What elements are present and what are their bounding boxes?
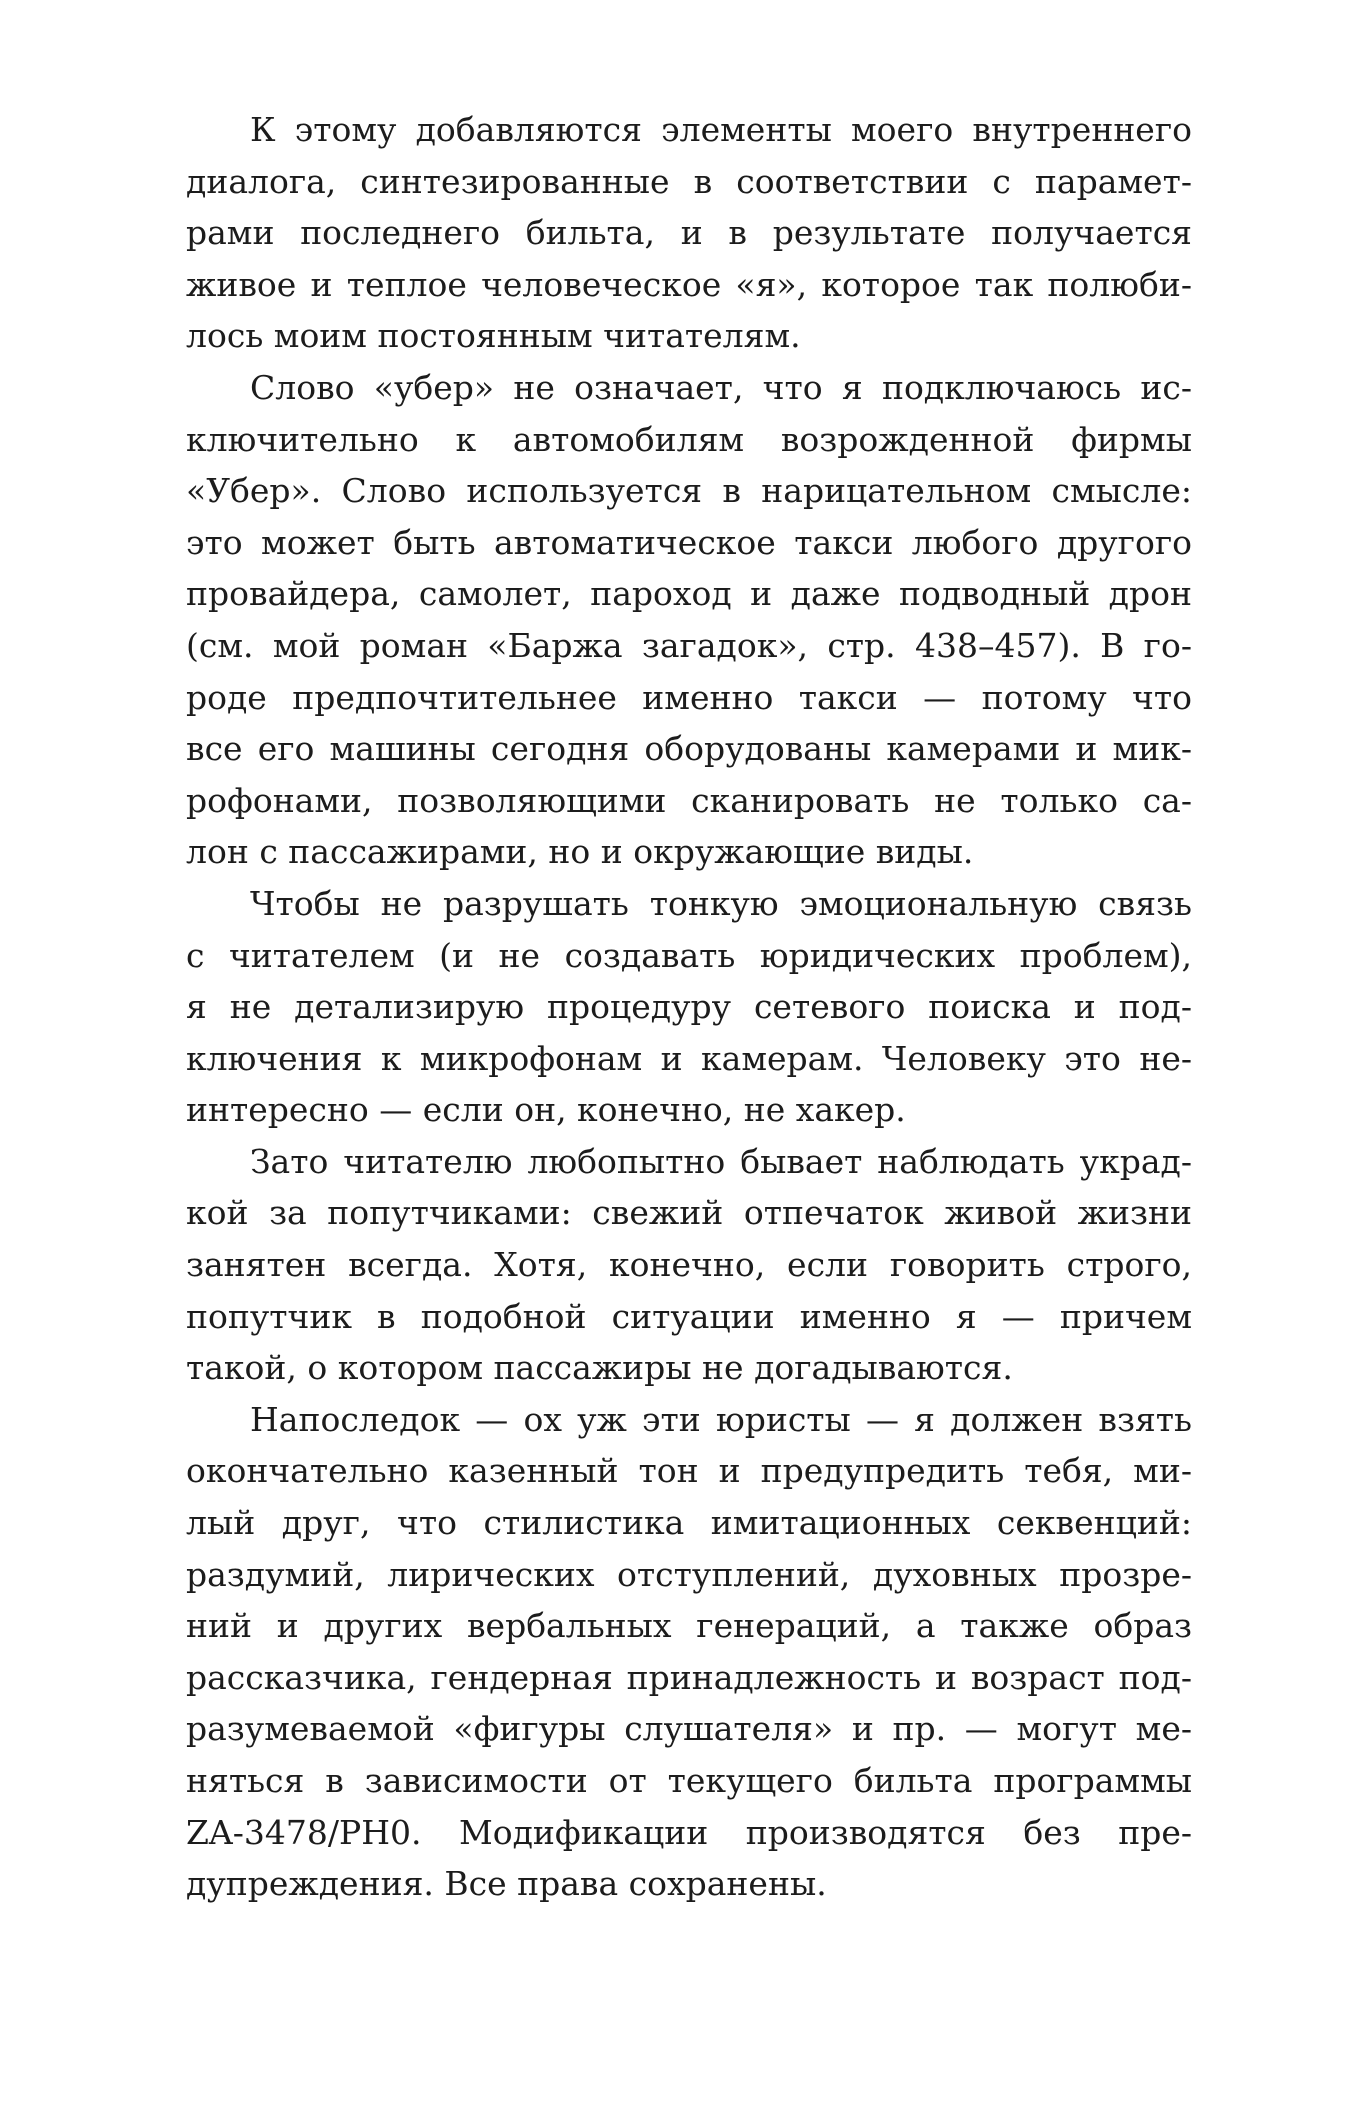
text-line: «Убер». Слово используется в нарицательном смысле: <box>186 471 1192 511</box>
text-line: Чтобы не разрушать тонкую эмоциональную связь <box>250 883 1192 923</box>
paragraph-2 <box>186 362 1192 878</box>
text-line: няться в зависимости от текущего бильта программы <box>186 1761 1192 1800</box>
text-line: все его машины сегодня оборудованы камерами и мик- <box>186 729 1192 769</box>
text-line: окончательно казенный тон и предупредить тебя, ми- <box>186 1451 1192 1491</box>
text-line: роде предпочтительнее именно такси — потому что <box>186 677 1192 717</box>
paragraph-1 <box>186 104 1192 362</box>
text-line: Слово «убер» не означает, что я подключаюсь ис- <box>250 367 1192 407</box>
text-line: кой за попутчиками: свежий отпечаток живой жизни <box>186 1193 1192 1233</box>
book-page <box>186 104 1192 1910</box>
text-line: рофонами, позволяющими сканировать не только са- <box>186 780 1192 820</box>
text-line: ключительно к автомобилям возрожденной фирмы <box>186 419 1192 459</box>
paragraph-5 <box>186 1394 1192 1910</box>
text-line: занятен всегда. Хотя, конечно, если говорить строго, <box>186 1245 1192 1285</box>
text-line: ZA-3478/PH0. Модификации производятся без пре- <box>186 1812 1192 1852</box>
text-line: ний и других вербальных генераций, а также образ <box>186 1606 1192 1646</box>
text-line: Напоследок — ох уж эти юристы — я должен взять <box>250 1399 1192 1439</box>
text-line: лый друг, что стилистика имитационных секвенций: <box>186 1503 1192 1543</box>
text-line: рами последнего бильта, и в результате получается <box>186 213 1192 253</box>
text-line: (см. мой роман «Баржа загадок», стр. 438–457). В го- <box>186 625 1192 665</box>
text-line: это может быть автоматическое такси любого другого <box>186 522 1192 562</box>
text-line: дупреждения. Все права сохранены. <box>186 1864 827 1904</box>
text-line: с читателем (и не создавать юридических проблем), <box>186 935 1192 975</box>
text-line: лось моим постоянным читателям. <box>186 316 801 356</box>
text-line: раздумий, лирических отступлений, духовных прозре- <box>186 1554 1192 1594</box>
text-line: диалога, синтезированные в соответствии с парамет- <box>186 161 1192 201</box>
text-line: ключения к микрофонам и камерам. Человеку это не- <box>186 1038 1192 1078</box>
text-line: провайдера, самолет, пароход и даже подводный дрон <box>186 574 1192 614</box>
paragraph-3 <box>186 878 1192 1136</box>
text-line: К этому добавляются элементы моего внутреннего <box>250 110 1192 149</box>
text-line: интересно — если он, конечно, не хакер. <box>186 1090 906 1130</box>
text-line: лон с пассажирами, но и окружающие виды. <box>186 832 974 872</box>
text-line: такой, о котором пассажиры не догадываются. <box>186 1348 1013 1388</box>
text-line: я не детализирую процедуру сетевого поиска и под- <box>186 987 1192 1027</box>
text-line: разумеваемой «фигуры слушателя» и пр. — могут ме- <box>186 1709 1192 1749</box>
text-line: попутчик в подобной ситуации именно я — причем <box>186 1296 1192 1336</box>
text-line: рассказчика, гендерная принадлежность и возраст под- <box>186 1657 1192 1697</box>
text-line: Зато читателю любопытно бывает наблюдать украд- <box>250 1141 1192 1181</box>
paragraph-4 <box>186 1136 1192 1394</box>
text-line: живое и теплое человеческое «я», которое так полюби- <box>186 264 1192 304</box>
